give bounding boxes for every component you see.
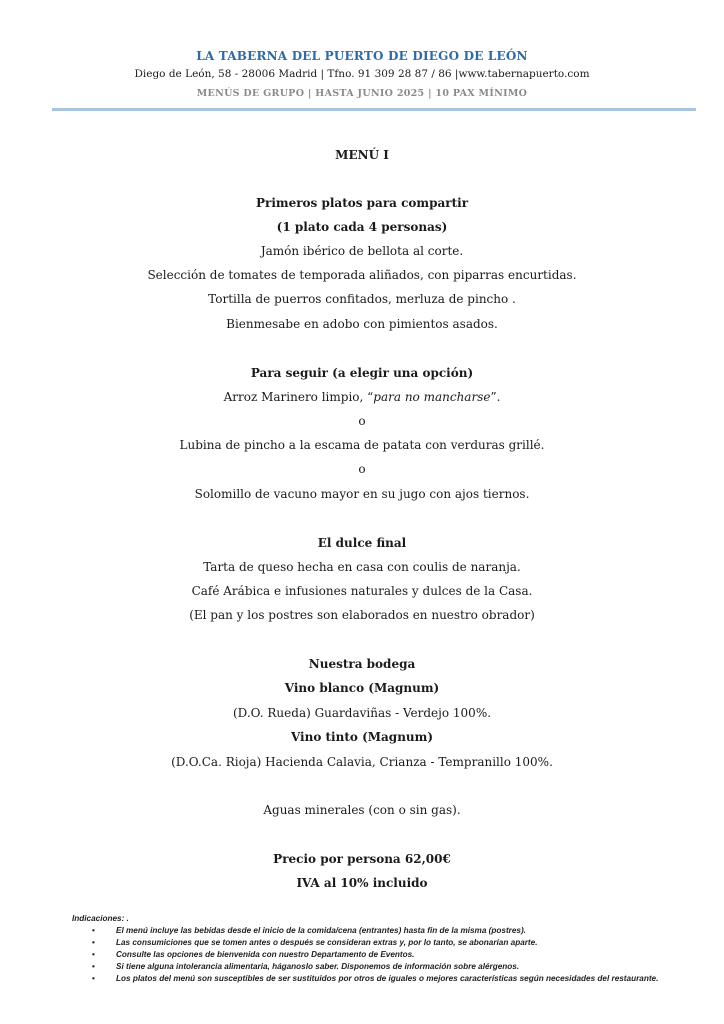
- tax-line: IVA al 10% incluido: [296, 876, 428, 890]
- menu-title: MENÚ I: [335, 148, 389, 162]
- main-option-3: Solomillo de vacuno mayor en su jugo con ajos tiernos.: [194, 487, 530, 501]
- starter-item: Selección de tomates de temporada aliñados, con piparras encurtidas.: [147, 268, 577, 282]
- price-line: Precio por persona 62,00€: [273, 852, 451, 866]
- header-divider: [52, 108, 696, 111]
- main-option-1-italic: para no mancharse: [373, 390, 491, 404]
- white-wine: (D.O. Rueda) Guardaviñas - Verdejo 100%.: [232, 706, 492, 720]
- main-option-1: [0, 390, 724, 404]
- note-text: Si tiene alguna intolerancia alimentaria, háganoslo saber. Disponemos de información sobre alérgenos.: [116, 962, 520, 971]
- main-option-1-suffix: ”.: [490, 390, 501, 404]
- note-item: [92, 937, 672, 949]
- main-option-1-prefix: Arroz Marinero limpio, “: [223, 390, 374, 404]
- dessert-item: Café Arábica e infusiones naturales y dulces de la Casa.: [191, 584, 533, 598]
- bullet-icon: •: [92, 926, 95, 935]
- restaurant-address: Diego de León, 58 - 28006 Madrid | Tfno. 91 309 28 87 / 86 |www.tabernapuerto.com: [134, 68, 590, 80]
- starter-item: Bienmesabe en adobo con pimientos asados.: [226, 317, 498, 331]
- wine-heading: Nuestra bodega: [308, 657, 416, 671]
- red-wine-heading: Vino tinto (Magnum): [290, 730, 434, 744]
- bullet-icon: •: [92, 974, 95, 983]
- note-item: [92, 925, 672, 937]
- restaurant-name: LA TABERNA DEL PUERTO DE DIEGO DE LEÓN: [196, 49, 528, 63]
- note-text: Consulte las opciones de bienvenida con nuestro Departamento de Eventos.: [116, 950, 415, 959]
- starters-subheading: (1 plato cada 4 personas): [276, 220, 448, 234]
- bullet-icon: •: [92, 962, 95, 971]
- note-text: Los platos del menú son susceptibles de ser sustituidos por otros de iguales o mejores características según necesidades del restaurante.: [116, 974, 659, 983]
- dessert-heading: El dulce final: [317, 536, 407, 550]
- notes-title: Indicaciones: .: [72, 914, 129, 923]
- main-option-2: Lubina de pincho a la escama de patata con verduras grillé.: [179, 438, 545, 452]
- note-item: [92, 961, 672, 973]
- dessert-note: (El pan y los postres son elaborados en nuestro obrador): [189, 608, 535, 622]
- bullet-icon: •: [92, 938, 95, 947]
- note-item: [92, 949, 672, 961]
- note-item: [92, 973, 672, 985]
- starter-item: Tortilla de puerros confitados, merluza de pincho .: [208, 292, 516, 306]
- water: Aguas minerales (con o sin gas).: [263, 803, 461, 817]
- or-separator: o: [358, 462, 366, 476]
- bullet-icon: •: [92, 950, 95, 959]
- notes-list: [72, 925, 672, 985]
- note-text: Las consumiciones que se tomen antes o después se consideran extras y, por lo tanto, se abonarían aparte.: [116, 938, 538, 947]
- red-wine: (D.O.Ca. Rioja) Hacienda Calavia, Crianza - Tempranillo 100%.: [171, 755, 553, 769]
- or-separator: o: [358, 414, 366, 428]
- menu-subtitle: MENÚS DE GRUPO | HASTA JUNIO 2025 | 10 PAX MÍNIMO: [196, 88, 528, 99]
- dessert-item: Tarta de queso hecha en casa con coulis de naranja.: [203, 560, 521, 574]
- white-wine-heading: Vino blanco (Magnum): [284, 681, 440, 695]
- notes-section: [72, 914, 672, 985]
- starter-item: Jamón ibérico de bellota al corte.: [260, 244, 464, 258]
- mains-heading: Para seguir (a elegir una opción): [250, 366, 474, 380]
- note-text: El menú incluye las bebidas desde el inicio de la comida/cena (entrantes) hasta fin de la misma (postres).: [116, 926, 526, 935]
- starters-heading: Primeros platos para compartir: [255, 196, 469, 210]
